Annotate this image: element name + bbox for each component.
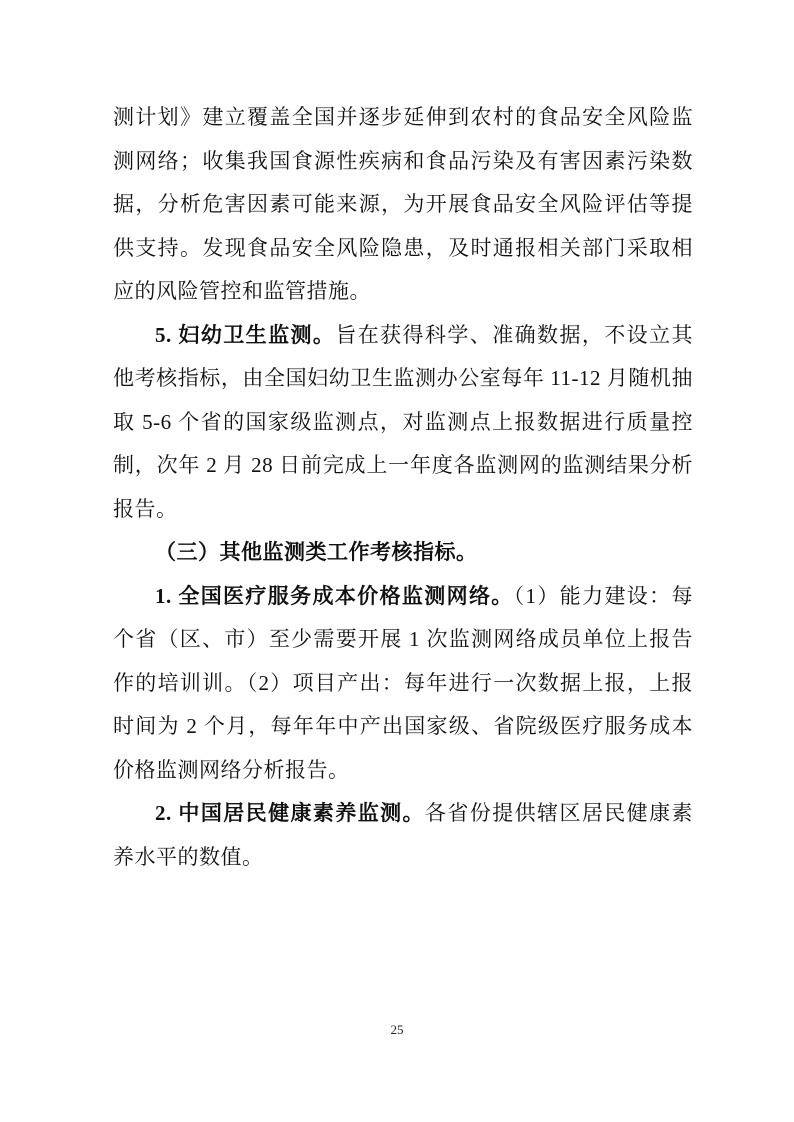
paragraph-lead-item-2: 2. 中国居民健康素养监测。 [155, 801, 425, 825]
paragraph-health-literacy-monitoring [113, 792, 693, 879]
paragraph-medical-service-cost-network [113, 575, 693, 793]
page-number: 25 [390, 1022, 404, 1037]
paragraph-lead-item-1: 1. 全国医疗服务成本价格监测网络。 [155, 583, 514, 608]
paragraph-lead-item-5: 5. 妇幼卫生监测。 [155, 322, 336, 347]
paragraph-text-item-2: 各省份提供辖区居民健康素养水平的数值。 [113, 801, 694, 869]
paragraph-text-item-1: （1）能力建设：每个省（区、市）至少需要开展 1 次监测网络成员单位上报告作的培训训。（2）项目产出：每年进行一次数据上报，上报时间为 2 个月，每年年中产出国家级、省院级医疗服务成本价格监测网络分析报告。 [113, 583, 694, 782]
paragraph-maternal-child-monitoring [113, 314, 693, 532]
document-body [113, 96, 693, 879]
section-heading-other-monitoring-indicators: （三）其他监测类工作考核指标。 [155, 540, 478, 564]
paragraph-food-safety-continuation: 测计划》建立覆盖全国并逐步延伸到农村的食品安全风险监测网络；收集我国食源性疾病和食品污染及有害因素污染数据，分析危害因素可能来源，为开展食品安全风险评估等提供支持。发现食品安全风险隐患，及时通报相关部门采取相应的风险管控和监管措施。 [113, 105, 693, 303]
paragraph-text-item-5: 旨在获得科学、准确数据，不设立其他考核指标，由全国妇幼卫生监测办公室每年 11-12 月随机抽取 5-6 个省的国家级监测点，对监测点上报数据进行质量控制，次年 2 月 28 日前完成上一年度各监测网的监测结果分析报告。 [113, 322, 694, 521]
